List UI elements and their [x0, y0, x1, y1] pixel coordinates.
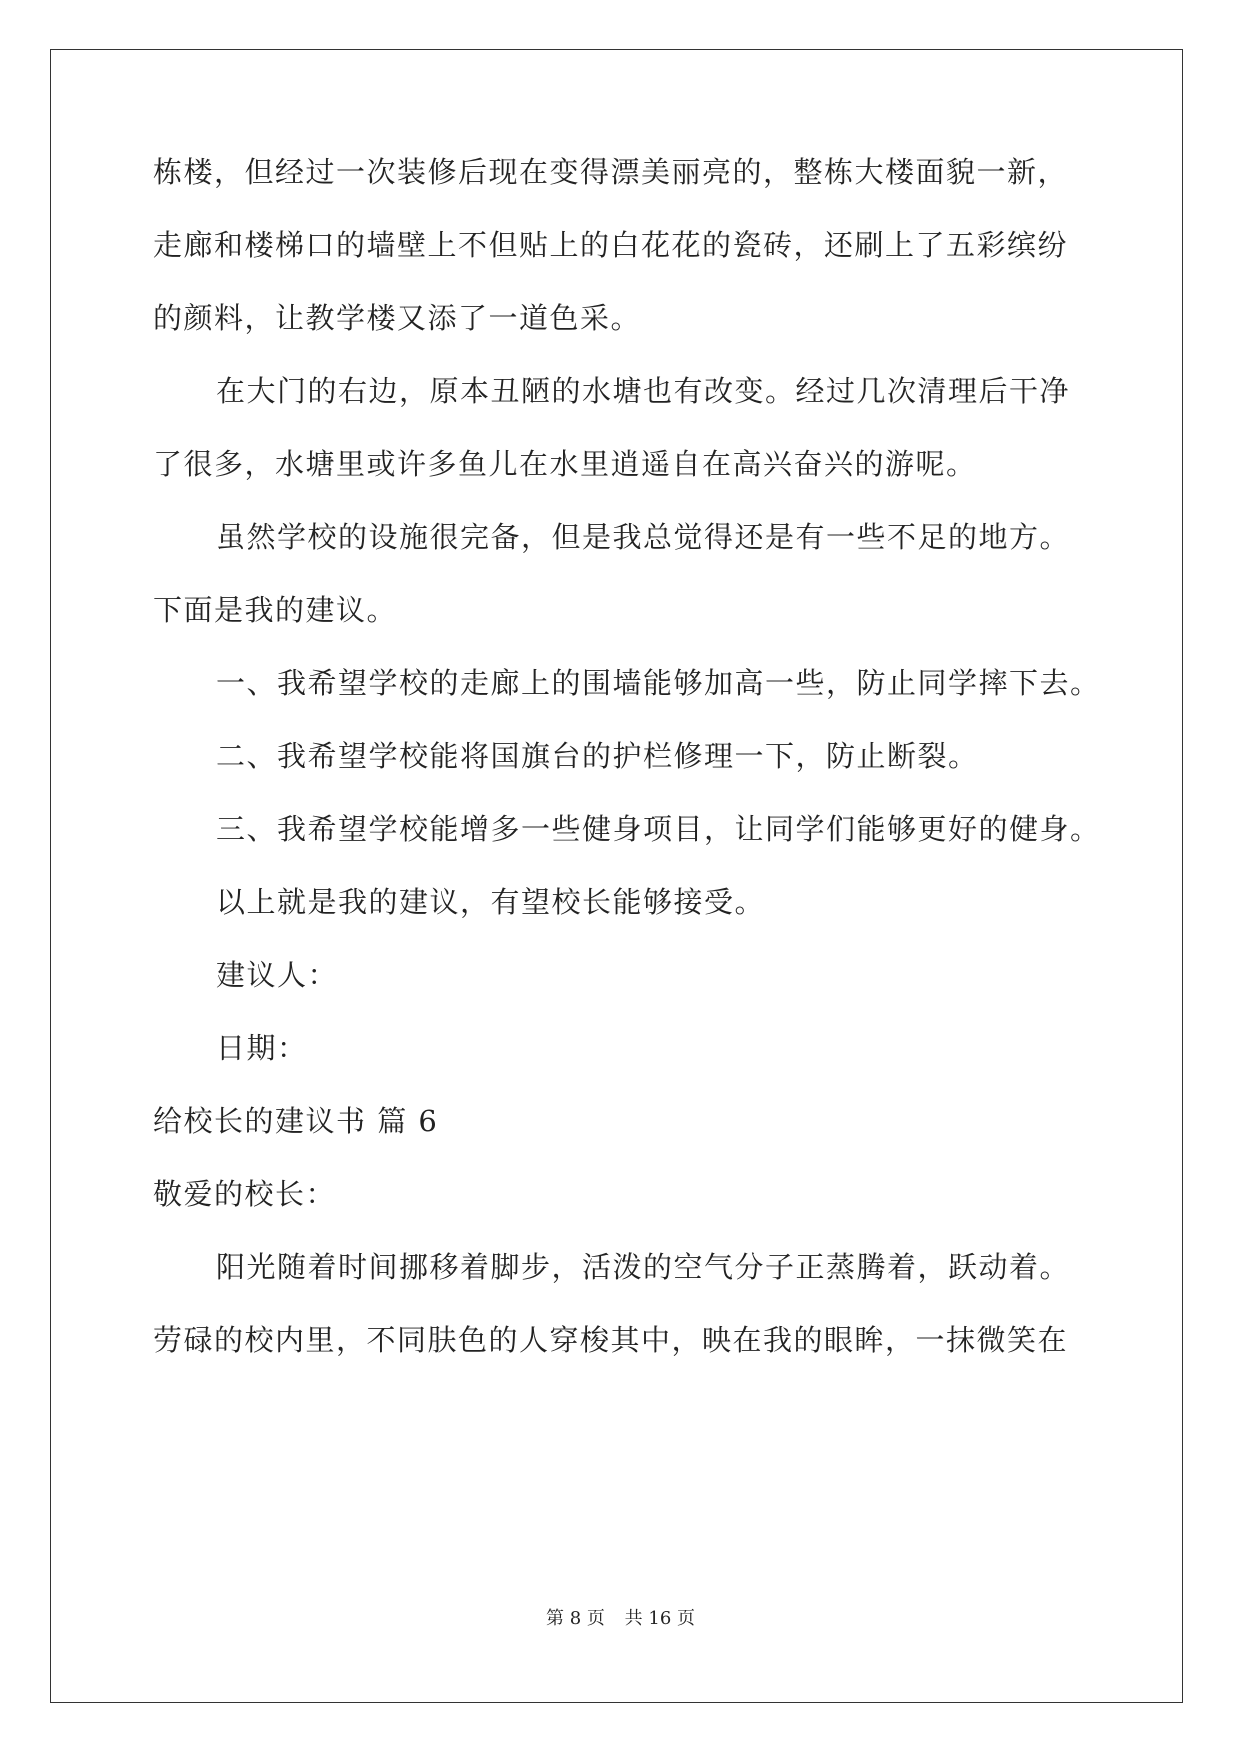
section-heading: 给校长的建议书 篇 6	[153, 1104, 439, 1138]
paragraph-line: 二、我希望学校能将国旗台的护栏修理一下，防止断裂。	[216, 739, 979, 773]
paragraph-line: 虽然学校的设施很完备，但是我总觉得还是有一些不足的地方。	[216, 520, 1071, 554]
paragraph-line: 三、我希望学校能增多一些健身项目，让同学们能够更好的健身。	[216, 812, 1101, 846]
page-number: 第 8 页	[546, 1608, 605, 1629]
paragraph-line: 的颜料，让教学楼又添了一道色采。	[153, 301, 642, 335]
paragraph-line: 栋楼，但经过一次装修后现在变得漂美丽亮的，整栋大楼面貌一新，	[153, 155, 1069, 189]
paragraph-line: 走廊和楼梯口的墙壁上不但贴上的白花花的瓷砖，还刷上了五彩缤纷	[153, 228, 1069, 262]
paragraph-line: 以上就是我的建议，有望校长能够接受。	[216, 885, 766, 919]
page-total: 共 16 页	[624, 1608, 695, 1629]
paragraph-line: 阳光随着时间挪移着脚步，活泼的空气分子正蒸腾着，跃动着。	[216, 1250, 1071, 1284]
paragraph-line: 下面是我的建议。	[153, 593, 398, 627]
page-border	[50, 49, 1183, 1703]
paragraph-line: 劳碌的校内里，不同肤色的人穿梭其中，映在我的眼眸，一抹微笑在	[153, 1323, 1069, 1357]
paragraph-line: 在大门的右边，原本丑陋的水塘也有改变。经过几次清理后干净	[216, 374, 1071, 408]
paragraph-line: 了很多，水塘里或许多鱼儿在水里逍遥自在高兴奋兴的游呢。	[153, 447, 977, 481]
date-label: 日期：	[216, 1031, 308, 1065]
salutation: 敬爱的校长：	[153, 1177, 337, 1211]
signature-label: 建议人：	[216, 958, 339, 992]
paragraph-line: 一、我希望学校的走廊上的围墙能够加高一些，防止同学摔下去。	[216, 666, 1101, 700]
page-footer	[0, 1608, 1241, 1630]
